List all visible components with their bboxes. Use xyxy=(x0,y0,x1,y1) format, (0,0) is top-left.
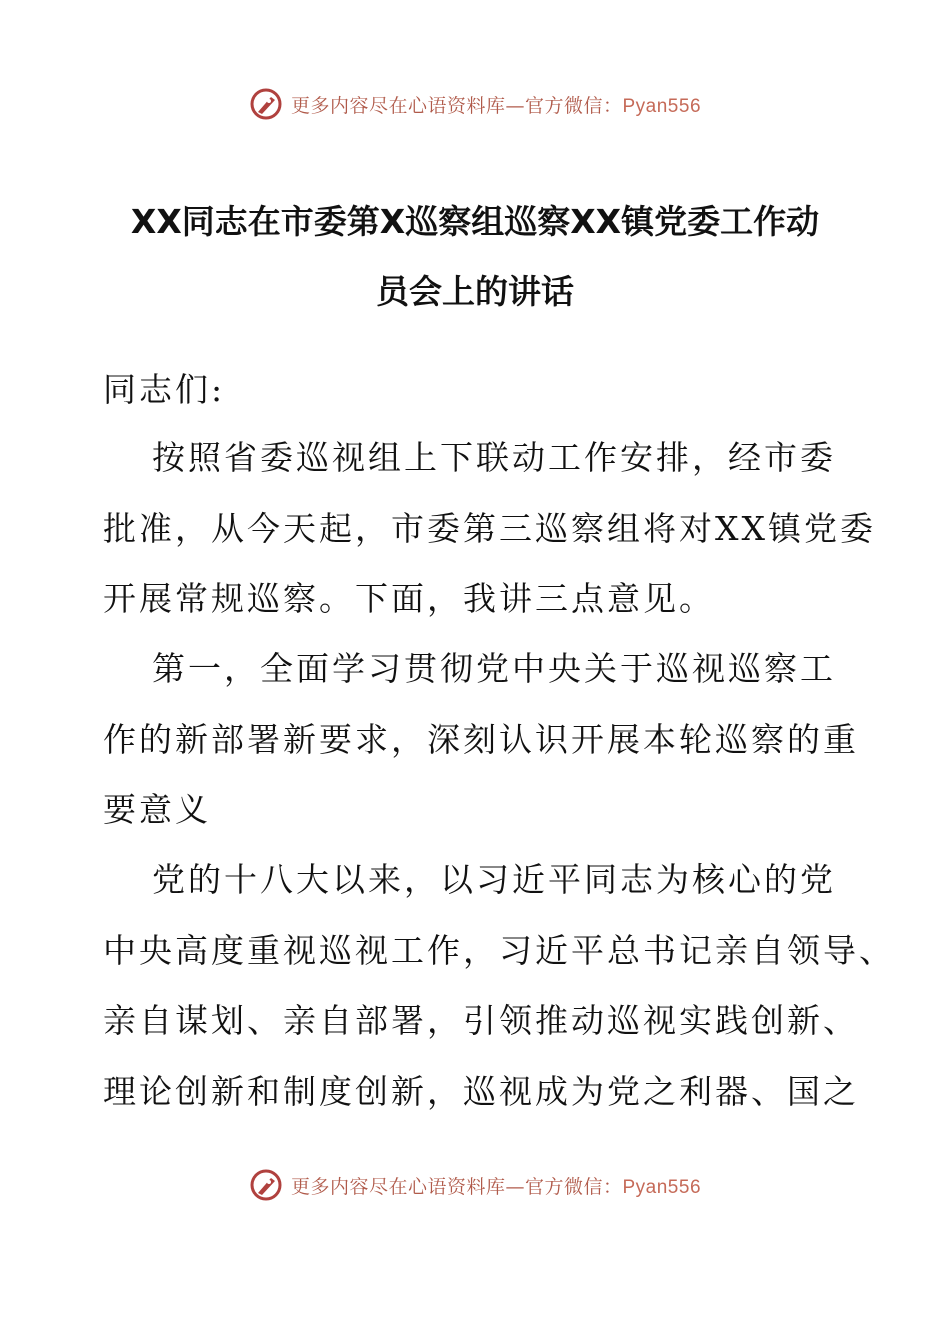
section-heading-line: 要意义 xyxy=(103,790,211,829)
document-title-line-1: XX同志在市委第X巡察组巡察XX镇党委工作动 xyxy=(130,202,820,241)
paragraph-line: 理论创新和制度创新，巡视成为党之利器、国之 xyxy=(103,1072,859,1111)
paragraph-line: 批准，从今天起，市委第三巡察组将对XX镇党委 xyxy=(103,509,876,548)
paragraph-line: 党的十八大以来，以习近平同志为核心的党 xyxy=(152,860,836,899)
section-heading-line: 第一，全面学习贯彻党中央关于巡视巡察工 xyxy=(152,649,836,688)
header-watermark xyxy=(0,82,950,126)
document-title-line-2: 员会上的讲话 xyxy=(376,272,574,311)
salutation: 同志们: xyxy=(103,370,226,409)
watermark-text: 更多内容尽在心语资料库—官方微信：Pyan556 xyxy=(290,94,702,117)
paragraph-line: 亲自谋划、亲自部署，引领推动巡视实践创新、 xyxy=(103,1001,859,1040)
paragraph-line: 开展常规巡察。下面，我讲三点意见。 xyxy=(103,579,715,618)
section-heading-line: 作的新部署新要求，深刻认识开展本轮巡察的重 xyxy=(103,720,859,759)
pen-nib-logo-icon xyxy=(249,87,283,121)
paragraph-line: 按照省委巡视组上下联动工作安排，经市委 xyxy=(152,438,836,477)
pen-nib-logo-icon xyxy=(249,1168,283,1202)
watermark-text: 更多内容尽在心语资料库—官方微信：Pyan556 xyxy=(290,1175,702,1198)
footer-watermark xyxy=(0,1163,950,1207)
paragraph-line: 中央高度重视巡视工作，习近平总书记亲自领导、 xyxy=(103,931,895,970)
